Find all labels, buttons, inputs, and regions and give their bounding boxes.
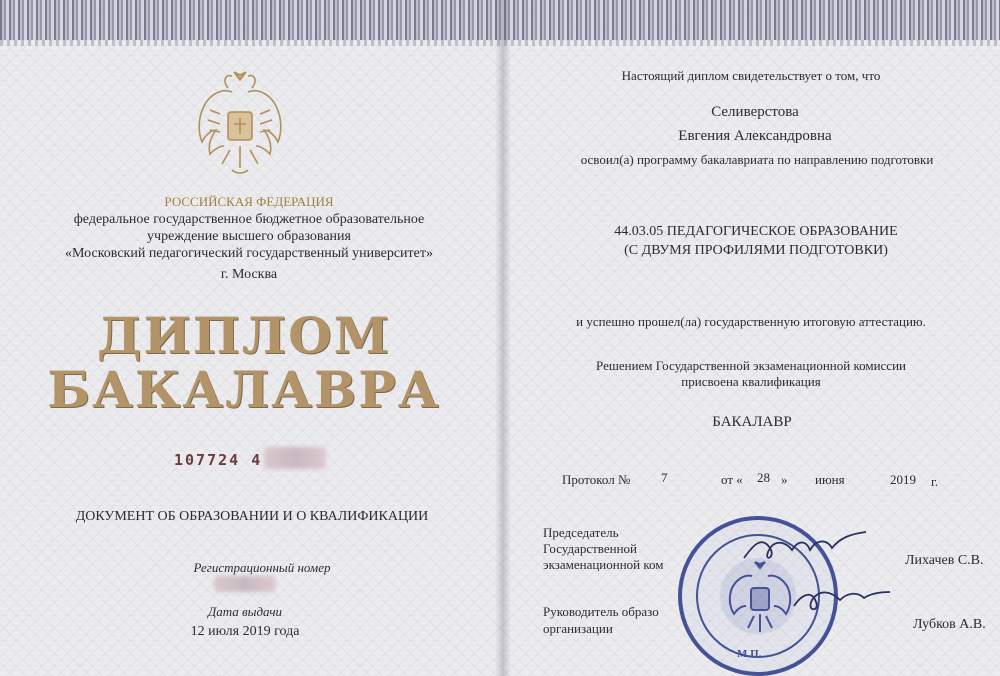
attestation-text: и успешно прошел(ла) государственную итоговую аттестацию. (576, 314, 926, 329)
coat-of-arms-emblem (188, 66, 292, 186)
diploma-title-line-1: ДИПЛОМ (96, 306, 392, 365)
chair-line-3: экзаменационной ком (543, 557, 664, 572)
registration-label: Регистрационный номер (193, 560, 331, 575)
city: г. Москва (220, 267, 278, 282)
decision-line-1: Решением Государственной экзаменационной комиссии (596, 358, 906, 373)
program-text: освоил(а) программу бакалавриата по направлению подготовки (580, 152, 934, 167)
decision-line-2: присвоена квалификация (681, 374, 821, 389)
redacted-serial (264, 447, 326, 469)
federation-label: РОССИЙСКАЯ ФЕДЕРАЦИЯ (164, 194, 334, 209)
head-signature (790, 582, 900, 622)
program-line-2: (С ДВУМЯ ПРОФИЛЯМИ ПОДГОТОВКИ) (624, 243, 888, 258)
serial-number: 107724 4 (174, 451, 263, 469)
org-line-3: «Московский педагогический государственный университет» (65, 246, 433, 261)
year-suffix: г. (931, 474, 939, 489)
org-line-2: учреждение высшего образования (147, 229, 351, 244)
head-line-2: организации (543, 621, 613, 636)
issue-date: 12 июля 2019 года (190, 624, 300, 639)
protocol-year: 2019 (890, 472, 916, 487)
graduate-surname: Селиверстова (711, 104, 799, 120)
protocol-label: Протокол № (562, 472, 631, 487)
issue-date-label: Дата выдачи (207, 604, 283, 619)
document-type: ДОКУМЕНТ ОБ ОБРАЗОВАНИИ И О КВАЛИФИКАЦИИ (75, 509, 429, 524)
chair-signature (740, 520, 890, 570)
intro-text: Настоящий диплом свидетельствует о том, что (621, 68, 881, 83)
redacted-registration (214, 576, 276, 592)
head-name: Лубков А.В. (913, 617, 986, 632)
protocol-number: 7 (661, 470, 668, 485)
chair-line-1: Председатель (543, 525, 619, 540)
from-label: от « (721, 472, 743, 487)
protocol-month: июня (815, 472, 845, 487)
protocol-day: 28 (757, 470, 770, 485)
org-line-1: федеральное государственное бюджетное образовательное (73, 212, 425, 227)
diploma-title-line-2: БАКАЛАВРА (47, 360, 441, 419)
stamp-mp-label: М.П. (737, 648, 762, 660)
graduate-name: Евгения Александровна (678, 128, 832, 144)
chair-name: Лихачев С.В. (905, 553, 984, 568)
day-close: » (781, 472, 788, 487)
chair-line-2: Государственной (543, 541, 638, 556)
stamp-emblem-icon (722, 558, 798, 638)
head-line-1: Руководитель образо (543, 604, 659, 619)
page-fold (495, 0, 511, 676)
program-line-1: 44.03.05 ПЕДАГОГИЧЕСКОЕ ОБРАЗОВАНИЕ (614, 224, 898, 239)
qualification: БАКАЛАВР (712, 414, 792, 430)
